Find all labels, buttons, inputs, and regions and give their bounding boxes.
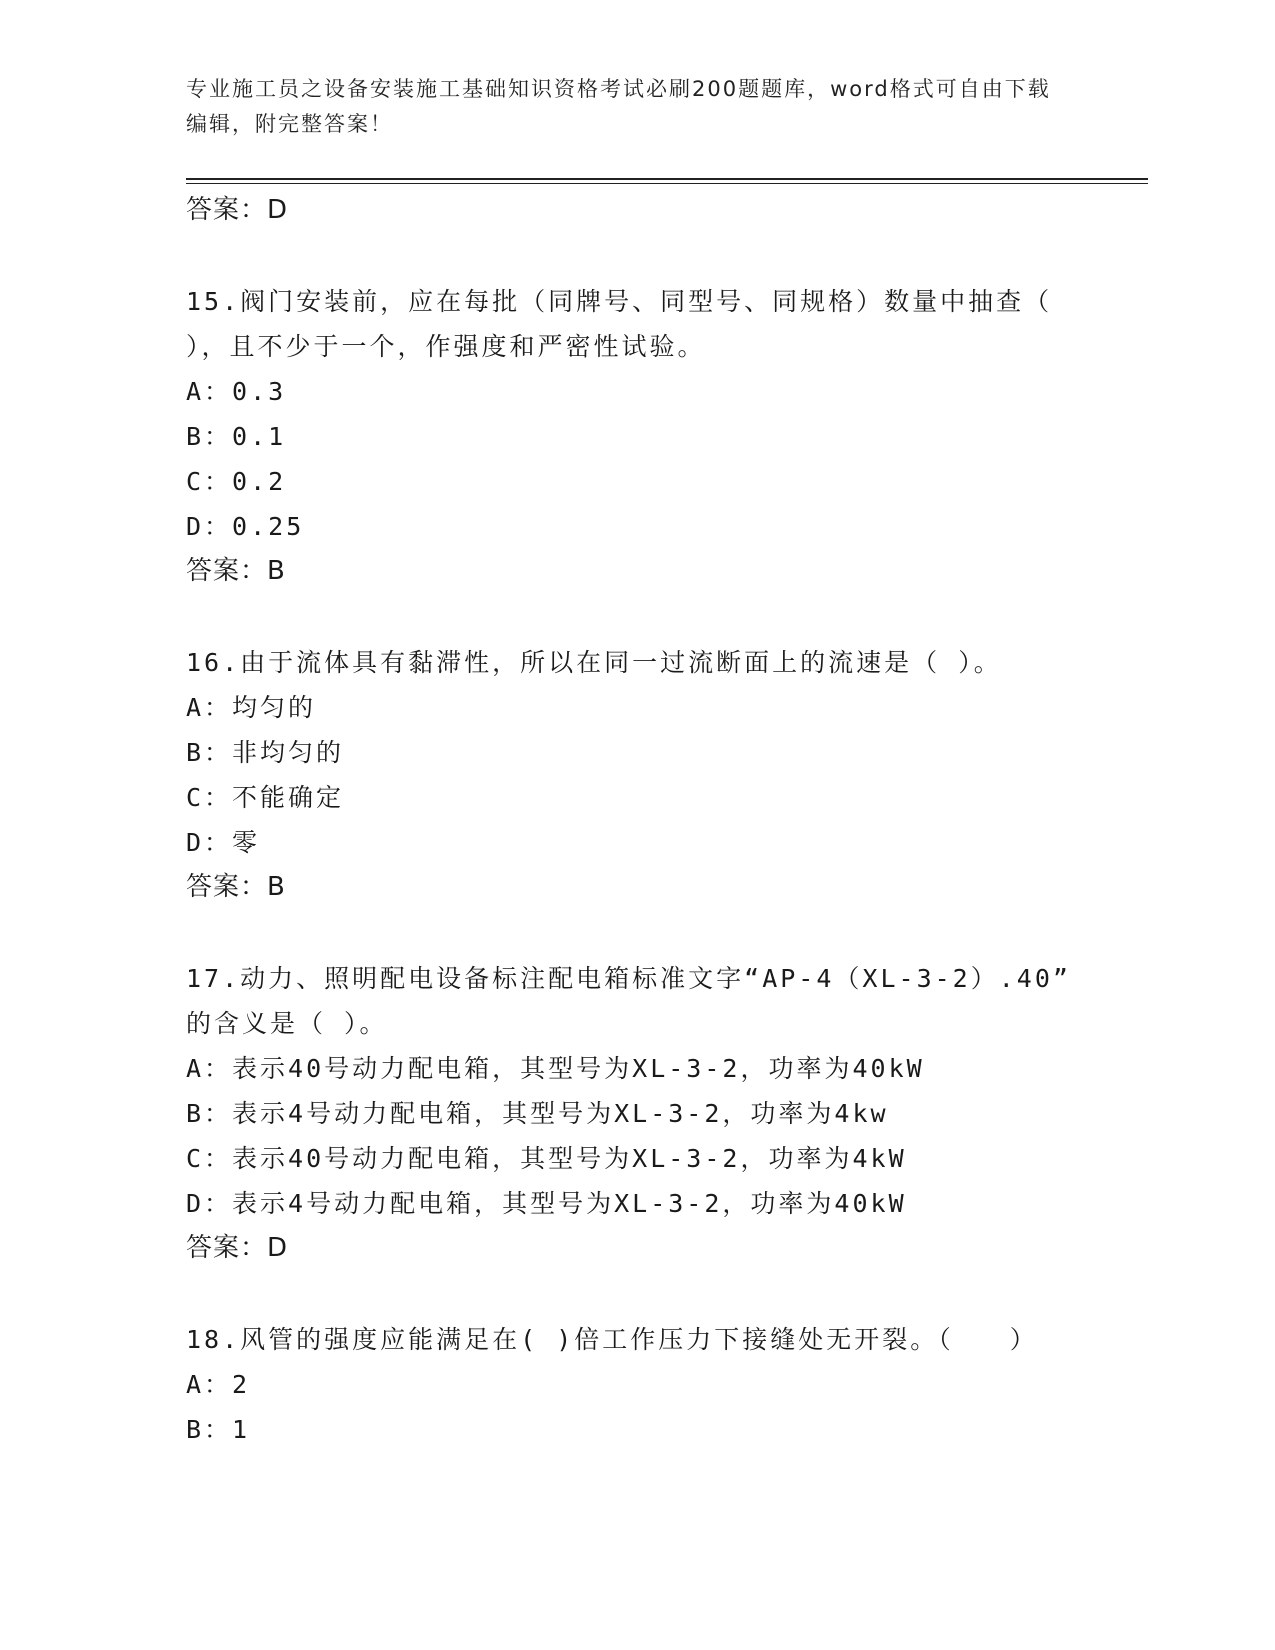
spacer	[186, 594, 1086, 640]
option-a: A：0.3	[186, 377, 287, 406]
question-stem-line: ），且不少于一个，作强度和严密性试验。	[186, 332, 706, 361]
option-a: A：表示40号动力配电箱，其型号为XL-3-2，功率为40kW	[186, 1054, 925, 1083]
option-b: B：表示4号动力配电箱，其型号为XL-3-2，功率为4kw	[186, 1099, 889, 1128]
header-divider	[186, 178, 1148, 180]
question-list	[186, 188, 1086, 1452]
question-17	[186, 956, 1086, 1271]
header-divider-thin	[186, 183, 1148, 184]
previous-answer: 答案：D	[186, 195, 289, 225]
option-b: B：1	[186, 1415, 251, 1444]
option-b: B：非均匀的	[186, 738, 345, 767]
option-c: C：表示40号动力配电箱，其型号为XL-3-2，功率为4kW	[186, 1144, 907, 1173]
answer: 答案：D	[186, 1233, 289, 1263]
spacer	[186, 1271, 1086, 1317]
option-c: C：不能确定	[186, 783, 345, 812]
question-stem-line: 16.由于流体具有黏滞性，所以在同一过流断面上的流速是（ ）。	[186, 648, 1002, 677]
question-stem-line: 18.风管的强度应能满足在( )倍工作压力下接缝处无开裂。（ ）	[186, 1325, 1038, 1354]
answer: 答案：B	[186, 556, 286, 586]
question-stem-line: 15.阀门安装前，应在每批（同牌号、同型号、同规格）数量中抽查（	[186, 287, 1053, 316]
option-c: C：0.2	[186, 467, 287, 496]
question-stem-line: 17.动力、照明配电设备标注配电箱标准文字“AP-4（XL-3-2）.40”	[186, 964, 1071, 993]
option-d: D：零	[186, 828, 261, 857]
option-d: D：0.25	[186, 512, 305, 541]
option-a: A：2	[186, 1370, 251, 1399]
question-18	[186, 1317, 1086, 1452]
option-d: D：表示4号动力配电箱，其型号为XL-3-2，功率为40kW	[186, 1189, 907, 1218]
spacer	[186, 910, 1086, 956]
option-b: B：0.1	[186, 422, 287, 451]
question-stem-line: 的含义是（ ）。	[186, 1009, 388, 1038]
answer: 答案：B	[186, 872, 286, 902]
spacer	[186, 233, 1086, 279]
option-a: A：均匀的	[186, 693, 317, 722]
page-header: 专业施工员之设备安装施工基础知识资格考试必刷200题题库，word格式可自由下载编辑，附完整答案！	[186, 77, 1051, 136]
question-16	[186, 640, 1086, 910]
question-15	[186, 279, 1086, 594]
